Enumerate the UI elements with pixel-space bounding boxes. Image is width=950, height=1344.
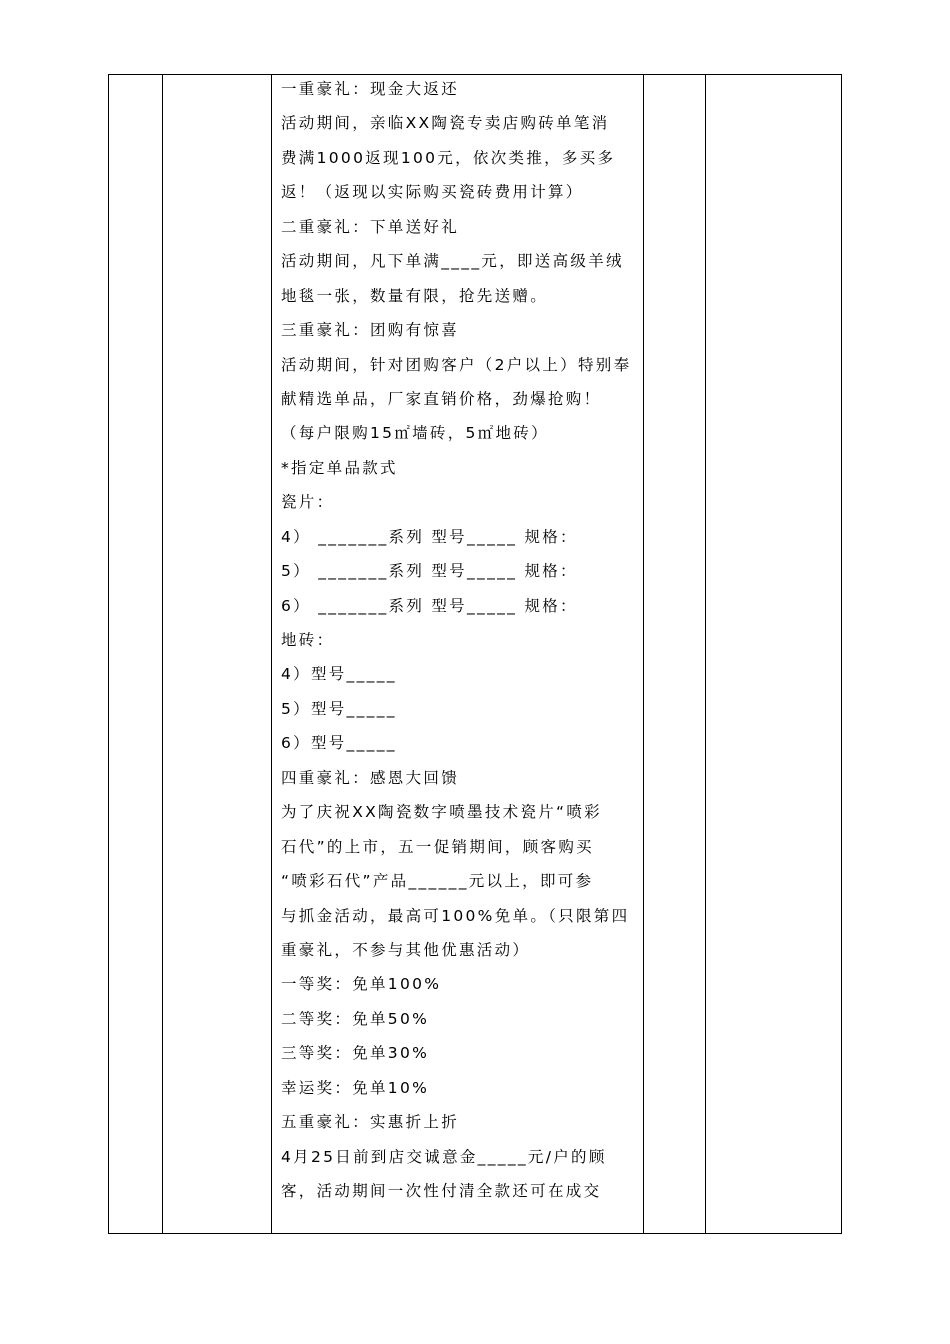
- text-line: 活动期间，亲临XX陶瓷专卖店购砖单笔消: [281, 114, 610, 133]
- text-line: 为了庆祝XX陶瓷数字喷墨技术瓷片“喷彩: [281, 803, 602, 822]
- text-line: “喷彩石代”产品______元以上，即可参: [281, 872, 594, 891]
- activity-text-block: [281, 75, 641, 1208]
- text-line: 献精选单品，厂家直销价格，劲爆抢购！: [281, 389, 602, 408]
- table-cell-2: [163, 75, 272, 1234]
- text-line: 6）型号_____: [281, 734, 397, 753]
- activity-content-cell: [272, 75, 644, 1234]
- text-line: 重豪礼，不参与其他优惠活动）: [281, 940, 531, 959]
- table-cell-5: [706, 75, 842, 1234]
- text-line: 幸运奖：免单10%: [281, 1078, 430, 1097]
- text-line: 5） _______系列 型号_____ 规格：: [281, 562, 578, 581]
- promotion-table: [108, 74, 842, 1234]
- text-line: 二等奖：免单50%: [281, 1009, 430, 1028]
- text-line: 返！（返现以实际购买瓷砖费用计算）: [281, 183, 584, 202]
- text-line: 瓷片：: [281, 493, 335, 512]
- text-line: 活动期间，凡下单满____元，即送高级羊绒: [281, 252, 624, 271]
- text-line: 4） _______系列 型号_____ 规格：: [281, 527, 578, 546]
- text-line: 五重豪礼：实惠折上折: [281, 1113, 460, 1132]
- text-line: 一等奖：免单100%: [281, 975, 442, 994]
- text-line: 6） _______系列 型号_____ 规格：: [281, 596, 578, 615]
- text-line: 石代”的上市，五一促销期间，顾客购买: [281, 837, 594, 856]
- text-line: 一重豪礼：现金大返还: [281, 80, 460, 98]
- text-line: 二重豪礼：下单送好礼: [281, 217, 460, 236]
- text-line: 4月25日前到店交诚意金_____元/户的顾: [281, 1147, 607, 1166]
- text-line: 费满1000返现100元，依次类推，多买多: [281, 148, 616, 167]
- text-line: （每户限购15㎡墙砖，5㎡地砖）: [281, 424, 549, 443]
- text-line: 四重豪礼：感恩大回馈: [281, 768, 460, 787]
- text-line: 4）型号_____: [281, 665, 397, 684]
- text-line: 三等奖：免单30%: [281, 1044, 430, 1063]
- text-line: 与抓金活动，最高可100%免单。（只限第四: [281, 906, 630, 925]
- text-line: 活动期间，针对团购客户（2户以上）特别奉: [281, 355, 632, 374]
- table-cell-1: [109, 75, 163, 1234]
- text-line: *指定单品款式: [281, 458, 398, 477]
- text-line: 三重豪礼：团购有惊喜: [281, 321, 460, 340]
- text-line: 地毯一张，数量有限，抢先送赠。: [281, 286, 549, 305]
- table-cell-4: [644, 75, 706, 1234]
- text-line: 5）型号_____: [281, 699, 397, 718]
- text-line: 客，活动期间一次性付清全款还可在成交: [281, 1182, 602, 1200]
- table-row: [109, 75, 842, 1234]
- text-line: 地砖：: [281, 631, 335, 649]
